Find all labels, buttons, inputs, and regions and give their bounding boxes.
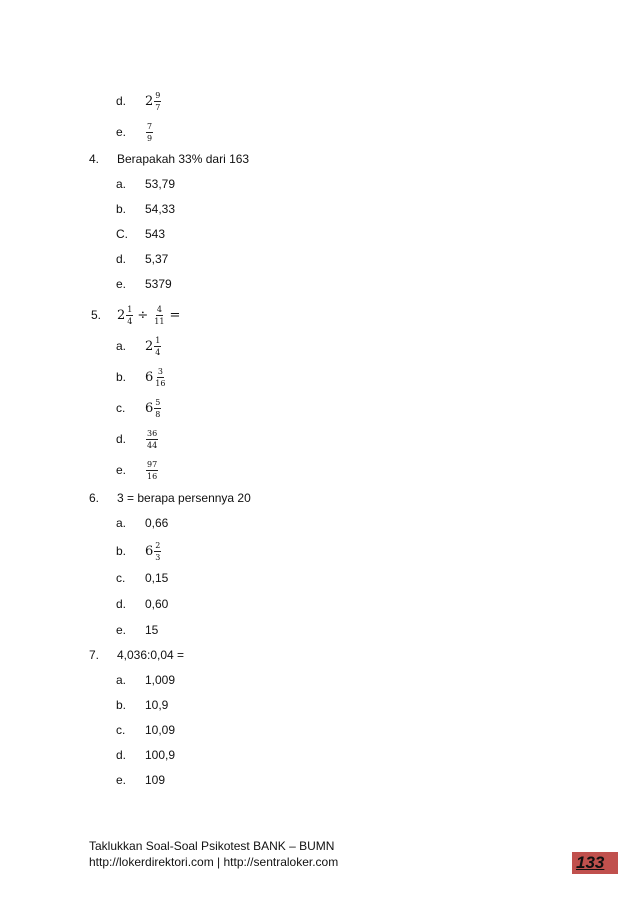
mixed-whole: 6 [145, 400, 154, 416]
option-answer [145, 366, 166, 388]
fraction: $\frac{36}{44}$ [147, 428, 158, 450]
option-answer: 54,33 [145, 202, 176, 216]
footer-title: Taklukkan Soal-Soal Psikotest BANK – BUMN [89, 839, 335, 853]
option-label: e. [116, 277, 127, 291]
option-label: a. [116, 177, 127, 191]
fraction: $\frac{7}{9}$ [147, 121, 153, 143]
fraction: $\frac{1}{4}$ [155, 335, 161, 357]
option-answer [145, 335, 161, 357]
option-answer [145, 90, 161, 112]
option-answer [145, 397, 161, 419]
mixed-whole: 2 [145, 338, 154, 354]
option-label: e. [116, 773, 127, 787]
option-answer: 0,60 [145, 597, 169, 611]
question-number: 5. [91, 308, 102, 322]
equals-sign: = [169, 307, 181, 323]
option-label: d. [116, 597, 127, 611]
option-label: c. [116, 571, 126, 585]
footer-links: http://lokerdirektori.com | http://sentraloker.com [89, 855, 339, 869]
option-label: e. [116, 463, 127, 477]
option-answer [145, 459, 158, 481]
option-label: C. [116, 227, 128, 241]
option-label: d. [116, 94, 127, 108]
option-answer [145, 121, 153, 143]
fraction: $\frac{5}{8}$ [155, 397, 161, 419]
option-label: d. [116, 748, 127, 762]
question-expression [117, 304, 184, 326]
option-answer: 0,66 [145, 516, 169, 530]
option-answer: 100,9 [145, 748, 176, 762]
option-label: c. [116, 401, 126, 415]
option-label: c. [116, 723, 126, 737]
question-text: 4,036:0,04 = [117, 648, 185, 662]
option-answer: 5379 [145, 277, 172, 291]
option-label: d. [116, 432, 127, 446]
page-footer [89, 838, 338, 870]
mixed-whole: 6 [145, 369, 154, 385]
mixed-whole: 2 [145, 93, 154, 109]
option-label: a. [116, 673, 127, 687]
divide-sign: ÷ [137, 307, 149, 323]
option-answer: 10,9 [145, 698, 169, 712]
option-label: b. [116, 202, 127, 216]
option-answer: 15 [145, 623, 159, 637]
option-label: b. [116, 370, 127, 384]
mixed-whole: 6 [145, 543, 154, 559]
option-answer: 53,79 [145, 177, 176, 191]
option-answer: 5,37 [145, 252, 169, 266]
fraction: $\frac{4}{11}$ [154, 304, 165, 326]
option-answer: 0,15 [145, 571, 169, 585]
option-answer [145, 428, 158, 450]
option-answer: 10,09 [145, 723, 176, 737]
question-number: 7. [89, 648, 100, 662]
fraction: $\frac{97}{16}$ [147, 459, 158, 481]
option-label: b. [116, 698, 127, 712]
option-label: b. [116, 544, 127, 558]
option-answer: 1,009 [145, 673, 176, 687]
option-label: e. [116, 125, 127, 139]
question-text: Berapakah 33% dari 163 [117, 152, 250, 166]
option-label: e. [116, 623, 127, 637]
option-label: a. [116, 516, 127, 530]
fraction: $\frac{2}{3}$ [155, 540, 161, 562]
question-number: 4. [89, 152, 100, 166]
fraction: $\frac{3}{16}$ [155, 366, 166, 388]
option-answer [145, 540, 161, 562]
page-number: 133 [576, 853, 605, 872]
option-label: d. [116, 252, 127, 266]
option-label: a. [116, 339, 127, 353]
fraction: $\frac{9}{7}$ [155, 90, 161, 112]
option-answer: 109 [145, 773, 166, 787]
mixed-whole: 2 [117, 307, 126, 323]
question-text: 3 = berapa persennya 20 [117, 491, 251, 505]
question-number: 6. [89, 491, 100, 505]
fraction: $\frac{1}{4}$ [127, 304, 133, 326]
option-answer: 543 [145, 227, 166, 241]
